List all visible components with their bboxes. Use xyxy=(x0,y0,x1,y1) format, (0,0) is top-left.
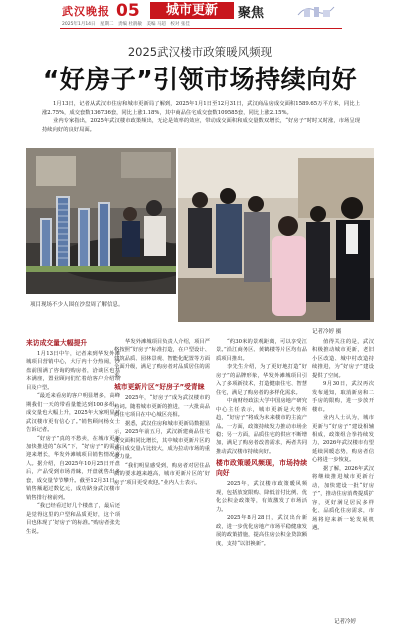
paragraph: 9月30日，武汉再次发布通知，取消新房和二手房的限购，进一步放开楼市。 xyxy=(312,381,374,413)
section-label: 城市更新 xyxy=(150,2,234,19)
sand-table-photo xyxy=(26,148,176,294)
paragraph: 业内人士认为，城市更新与“好房子”建设相辅相成，政策组合拳持续发力，2026年武汉楼市有望延续回暖态势，购房者信心将进一步恢复。 xyxy=(312,415,374,464)
article-column-3 xyxy=(216,338,307,548)
subheading: 城市更新片区“好房子”受青睐 xyxy=(114,383,205,392)
article-column-2 xyxy=(114,338,210,487)
paragraph: “我已经看过好几个楼盘了，最后还是觉得这里的户型和品质更好，这个项目也体现了‘好房子’的标准。”购房者张先生说。 xyxy=(26,503,120,535)
paragraph: 据悉，武汉住房和城市更新局数据显示，2025年前五月，武汉新建商品住宅成交面积同比增长，其中城市更新片区的项目成交量占比较大，成为拉动市场的重要力量。 xyxy=(114,420,210,461)
subheading: 楼市政策暖风频现，市场持续向好 xyxy=(216,459,307,478)
paragraph: 李先生介绍，为了更好地打造“好房子”的品牌形象，华发外滩城项目引入了多项新技术，打造健康住宅、智慧住宅，满足了购房者的多样化需求。 xyxy=(216,364,307,396)
paragraph: “最近来看房的客户明显增多，高峰期我们一天的带看量能达到100多组，成交量也大幅上升，2025年大家明显对武汉楼市更有信心了。”销售顾问杨女士告诉记者。 xyxy=(26,393,120,434)
focus-label: 聚焦 xyxy=(238,6,265,21)
paragraph: 1月13日中午，记者来到华发外滩城项目营销中心，大厅内十分热闹，沙盘前围满了咨询的购房者，洽谈区也基本满座，置业顾问们忙着给客户介绍项目及户型。 xyxy=(26,351,120,391)
article-column-4 xyxy=(312,338,374,532)
paragraph: 华发外滩城项目负责人介绍，项目严格按照“好房子”标准打造，在户型设计、建筑品质、园林景观、智能化配置等方面全面升级，满足了购房者对品质居住的需求。 xyxy=(114,339,210,379)
paragraph: 2025年8月28日，武汉出台新政，进一步优化房地产市场平稳健康发展的政策措施，提高住房公积金贷款额度，支持“以旧换新”。 xyxy=(216,515,307,547)
sand-table-image xyxy=(26,148,176,294)
article-headline: “好房子”引领市场持续向好 xyxy=(42,65,358,94)
paragraph: 值得关注的是，武汉积极推动城市更新，老旧小区改造、城中村改造持续推进，为“好房子”建设提供了空间。 xyxy=(312,339,374,379)
lead-paragraph: 业内专家指出，2025年武汉楼市政策频出，无论是效率的效应，带动成交面积和成交量数双增长，“好房子”时时又时涨，市场呈现持续向好的良好局面。 xyxy=(42,118,360,133)
paragraph: “好房子”真的不愁卖，在城市更新加快推进的“东风”下，“好房子”的需求迎来增长，华发外滩城项目销售情况喜人。据介绍，自2025年10月25日开盘后，产品受到市场青睐，开盘就售出多套，成交量节节攀升。截至12月31日，销售额超过数亿元，成功跻身武汉楼市销售排行榜前列。 xyxy=(26,435,120,501)
newspaper-logo: 武汉晚报 xyxy=(62,5,110,18)
paragraph: 中南财经政法大学中国房地产研究中心主任表示，城市更新是大势所趋，“好房子”将成为未来楼市的主流产品。一方面，政策持续发力推动市场企稳；另一方面，品质住宅的供应不断增加，满足了购房者改善需求，两者共同推动武汉楼市持续向好。 xyxy=(216,398,307,455)
paragraph: “我们明显感受到，购房者对居住品质的要求越来越高，城市更新片区的‘好房子’项目更受欢迎。”业内人士表示。 xyxy=(114,462,210,486)
paragraph: 2025年，武汉楼市政策暖风频现，包括放宽限购、降低首付比例、优化公积金政策等，有效激发了市场活力。 xyxy=(216,481,307,513)
lead-paragraph: 1月13日，记者从武汉市住房和城市更新局了解到，2025年1月1日至12月31日，武汉商品房成交面积1589.65万平方米，同比上涨2.75%，成交套数136736套，同比上涨1.18%，其中商品住宅成交套数109585套，同比上涨2.15%。 xyxy=(42,101,360,116)
masthead-ornament-icon xyxy=(296,3,336,19)
photo-credit: 记者冷婷 摄 xyxy=(312,329,342,335)
paragraph: “约30米的景观距离，可以享受江景。”沿江商务区、黄鹤楼等片区均有品质项目推出。 xyxy=(216,339,307,362)
photo-caption: 项目现场不少人围在沙盘周了解信息。 xyxy=(30,302,124,308)
article-lead xyxy=(42,100,360,134)
article-subtitle: 2025武汉楼市政策暖风频现 xyxy=(127,45,273,59)
sales-center-photo xyxy=(178,148,374,322)
issue-meta: 2025年1月14日 星期二 责编 杜鹃敏 美编 马超 校对 张佳 xyxy=(62,22,190,27)
paragraph: 2025年，“好房子”成为武汉楼市的热词。随着城市更新的推进，一大批高品质住宅项目在中心城区亮相。 xyxy=(114,395,210,419)
masthead-divider xyxy=(60,28,342,29)
paragraph: 据了解，2026年武汉将继续推进城市更新行动，加快建设一批“好房子”，推动住房消费提质扩容，更好满足居民多样化、品质化住房需求，市场将迎来新一轮发展机遇。 xyxy=(312,465,374,531)
article-column-1 xyxy=(26,336,120,536)
author-signature: 记者冷婷 xyxy=(334,619,357,625)
sales-center-image xyxy=(178,148,374,322)
subheading: 来访成交量大幅提升 xyxy=(26,339,88,347)
page-number: 05 xyxy=(116,1,140,21)
